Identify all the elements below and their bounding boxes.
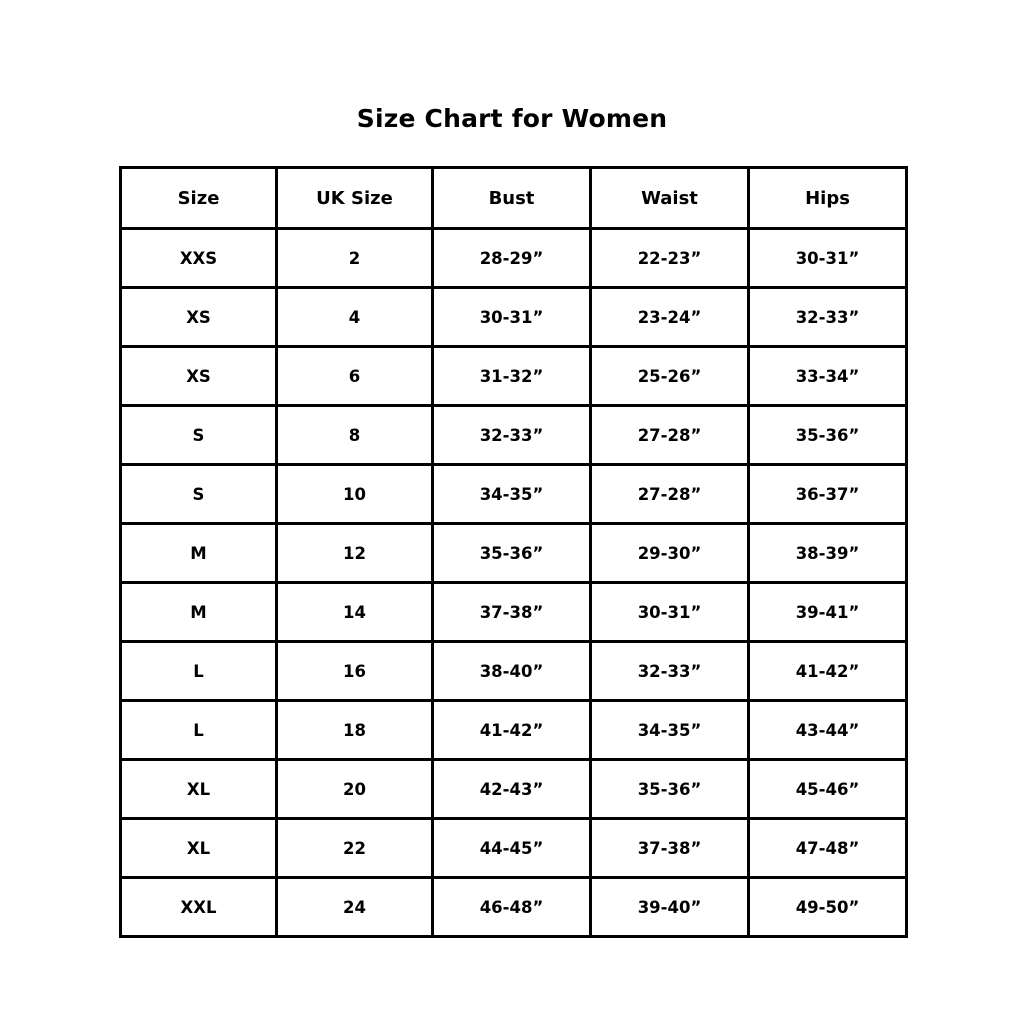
table-row bbox=[121, 642, 907, 701]
table-row bbox=[121, 819, 907, 878]
cell-uk-size: 20 bbox=[277, 760, 433, 819]
cell-bust: 46-48” bbox=[433, 878, 591, 937]
cell-hips: 30-31” bbox=[749, 229, 907, 288]
cell-waist: 29-30” bbox=[591, 524, 749, 583]
cell-waist: 30-31” bbox=[591, 583, 749, 642]
cell-hips: 39-41” bbox=[749, 583, 907, 642]
cell-uk-size: 16 bbox=[277, 642, 433, 701]
cell-uk-size: 12 bbox=[277, 524, 433, 583]
table-row bbox=[121, 229, 907, 288]
table-body bbox=[121, 229, 907, 937]
table-row bbox=[121, 583, 907, 642]
table-row bbox=[121, 524, 907, 583]
cell-waist: 39-40” bbox=[591, 878, 749, 937]
cell-waist: 25-26” bbox=[591, 347, 749, 406]
cell-hips: 36-37” bbox=[749, 465, 907, 524]
column-header-size: Size bbox=[121, 168, 277, 229]
cell-hips: 32-33” bbox=[749, 288, 907, 347]
cell-waist: 37-38” bbox=[591, 819, 749, 878]
cell-size: XS bbox=[121, 288, 277, 347]
cell-size: XXL bbox=[121, 878, 277, 937]
cell-hips: 33-34” bbox=[749, 347, 907, 406]
cell-hips: 35-36” bbox=[749, 406, 907, 465]
cell-size: XXS bbox=[121, 229, 277, 288]
cell-waist: 32-33” bbox=[591, 642, 749, 701]
cell-bust: 37-38” bbox=[433, 583, 591, 642]
cell-uk-size: 10 bbox=[277, 465, 433, 524]
cell-size: L bbox=[121, 642, 277, 701]
cell-waist: 27-28” bbox=[591, 406, 749, 465]
table-row bbox=[121, 760, 907, 819]
cell-uk-size: 8 bbox=[277, 406, 433, 465]
cell-size: L bbox=[121, 701, 277, 760]
cell-uk-size: 24 bbox=[277, 878, 433, 937]
cell-bust: 31-32” bbox=[433, 347, 591, 406]
cell-bust: 28-29” bbox=[433, 229, 591, 288]
cell-uk-size: 4 bbox=[277, 288, 433, 347]
table-row bbox=[121, 878, 907, 937]
table-header-row bbox=[121, 168, 907, 229]
cell-size: S bbox=[121, 406, 277, 465]
cell-bust: 44-45” bbox=[433, 819, 591, 878]
cell-bust: 41-42” bbox=[433, 701, 591, 760]
table-row bbox=[121, 347, 907, 406]
page-title: Size Chart for Women bbox=[356, 104, 668, 133]
column-header-bust: Bust bbox=[433, 168, 591, 229]
cell-waist: 27-28” bbox=[591, 465, 749, 524]
cell-bust: 32-33” bbox=[433, 406, 591, 465]
cell-uk-size: 14 bbox=[277, 583, 433, 642]
cell-bust: 34-35” bbox=[433, 465, 591, 524]
cell-size: XL bbox=[121, 819, 277, 878]
cell-hips: 45-46” bbox=[749, 760, 907, 819]
cell-hips: 47-48” bbox=[749, 819, 907, 878]
cell-size: M bbox=[121, 583, 277, 642]
cell-uk-size: 2 bbox=[277, 229, 433, 288]
cell-uk-size: 18 bbox=[277, 701, 433, 760]
cell-bust: 35-36” bbox=[433, 524, 591, 583]
cell-hips: 38-39” bbox=[749, 524, 907, 583]
cell-size: M bbox=[121, 524, 277, 583]
table-header bbox=[121, 168, 907, 229]
cell-waist: 34-35” bbox=[591, 701, 749, 760]
cell-hips: 43-44” bbox=[749, 701, 907, 760]
cell-size: XS bbox=[121, 347, 277, 406]
cell-waist: 22-23” bbox=[591, 229, 749, 288]
cell-size: S bbox=[121, 465, 277, 524]
cell-hips: 41-42” bbox=[749, 642, 907, 701]
table-row bbox=[121, 288, 907, 347]
cell-waist: 35-36” bbox=[591, 760, 749, 819]
table-row bbox=[121, 465, 907, 524]
cell-size: XL bbox=[121, 760, 277, 819]
cell-bust: 38-40” bbox=[433, 642, 591, 701]
cell-bust: 42-43” bbox=[433, 760, 591, 819]
cell-waist: 23-24” bbox=[591, 288, 749, 347]
column-header-hips: Hips bbox=[749, 168, 907, 229]
size-table bbox=[119, 166, 908, 938]
column-header-uk-size: UK Size bbox=[277, 168, 433, 229]
cell-bust: 30-31” bbox=[433, 288, 591, 347]
cell-uk-size: 6 bbox=[277, 347, 433, 406]
cell-uk-size: 22 bbox=[277, 819, 433, 878]
table-row bbox=[121, 701, 907, 760]
size-table-container bbox=[119, 166, 905, 938]
column-header-waist: Waist bbox=[591, 168, 749, 229]
cell-hips: 49-50” bbox=[749, 878, 907, 937]
table-row bbox=[121, 406, 907, 465]
